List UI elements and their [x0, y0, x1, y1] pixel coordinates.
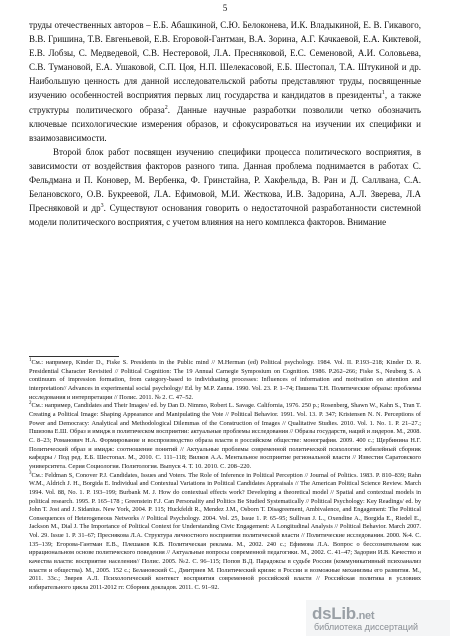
- watermark-tld: .net: [355, 610, 375, 622]
- footnote-ref-2: 2: [164, 104, 168, 111]
- paragraph-2: [29, 145, 421, 230]
- footnote-separator: [29, 356, 119, 357]
- paragraph-1-middle: , а также структуры политического образа: [29, 90, 421, 115]
- watermark-subtitle: библиотека диссертаций: [314, 622, 419, 632]
- footnote-1-text: См.: например, Kinder D., Fiske S. Presidents in the Public mind // M.Herman (ed) Political psychology. 1984. Vol. II. P.193–218; Kinder D. R. Presidential Character Revisited // Political Cognition: The 19 Annual Carnegie Symposium on Cognition. 1986. P.262–266; Fiske S., Neuberg S. A continuum of impression formation, from category-based to individuating processes: Influences of information and motivation on attention and interpretation// Advances in experimental social psychology/ Ed. by M.P. Zanna. 1990. Vol. 23. P. 1–74; Пишева Т.Н. Политические образы: проблемы исследования и интерпретации // Полис. 2011. № 2. С. 47–52.: [29, 359, 421, 401]
- footnote-mark-3: 3: [29, 470, 32, 476]
- footnote-3-text: См.: Feldman S, Conover P.J. Candidates, Issues and Voters. The Role of Inference in Political Perception // Journal of Politics. 1983. P. 810–839; Rahn W.M., Aldrich J. H., Borgida E. Individual and Contextual Variations in Political Candidates Appraisals // The American Political Science Review. March 1994. Vol. 88, No. 1. P. 193–199; Burbank M. J. How do contextual effects work? Developing a theoretical model // Spatial and contextual models in political research. 1995. P. 165–178 ; Greenstein F.J. Can Personality and Politics Be Studied Systematically // Political Psychology: Key Readings/ ed. by John T. Jost and J. Sidanius. New York, 2004. P. 115; Huckfeldt R., Mendez J.M., Osborn T. Disagreement, Ambivalence, and Engagement: The Political Consequences of Heterogeneous Networks // Political Psychology. 2004. Vol. 25, Issue 1. P. 65–95; Sullivan J. L., Oxendine A., Borgida E., Riedel E., Jackson M., Dial J. The Importance of Political Context for Understanding Civic Engagement: A Longitudinal Analysis // Political Behavior. March 2007. Vol. 29. Issue 1. P. 31–67; Преснякова Л.А. Структура личностного восприятия политической власти // Политические исследования. 2000. №4. С. 135–139; Егорова-Гантман Е.В., Плешаков К.В. Политическая реклама. М., 2002. 240 с.; Ефимова Л.А. Вопрос о бессознательном как иррациональном основе политического поведения // Актуальные вопросы современной педагогики. М., 2002. С. 41–47; Задорин И.В. Качество и качества власти: восприятие населения// Полис. 2005. №2. С. 96–115; Попов В.Д. Парадоксы в судьбе России (коммуникативный психоанализ власти и общества). М., 2005. 152 с.; Белановский С., Дмитриев М. Политический кризис в России и возможные механизмы его развития. М., 2011. 33с.; Зверев А.Л. Психологический контекст восприятия современной российской власти // Российская политика в условиях избирательного цикла 2011-2012 гг. Сборник докладов. 2011. С. 91–92.: [29, 471, 421, 592]
- watermark-logo: [312, 604, 374, 624]
- footnotes: [29, 359, 421, 593]
- page-number: 5: [222, 3, 228, 13]
- footnote-ref-3: 3: [100, 203, 104, 210]
- footnote-mark-2: 2: [29, 401, 32, 407]
- footnote-ref-1: 1: [381, 90, 385, 97]
- footnote-3: [29, 472, 421, 593]
- paragraph-1: [29, 18, 421, 145]
- footnote-1: [29, 359, 421, 402]
- footnote-2: [29, 402, 421, 471]
- footnote-2-text: См.: например, Candidates and Their Images/ ed. by Dan D. Nimmo, Robert L. Savage. California, 1976. 250 p.; Rosenberg, Shawn W., Kahn S., Tran T. Creating a Political Image: Shaping Appearance and Manipulating the Vote // Political Behavior. 1991. Vol. 13. P. 347; Kristensen N. N. Perceptions of Power and Democracy: Analytical and Methodological Dilemmas of the Construction of Images // Qualitative Studies. 2010. Vol. 1. No. 1. P. 21–27.; Пшизова Е.Ш. Образ и имидж в политическом восприятии: актуальные проблемы исследования // Образы государств, наций и лидеров. М., 2008. С. 8–23; Романович Н.А. Формирование и воспроизводство образа власти в российском обществе: монография. 2009. 400 с.; Щербинина Н.Г. Политический образ и имидж: соотношение понятий // Актуальные проблемы современной политической психологии: юбилейный сборник кафедры / Под ред. Е.Б. Шестопал. М., 2010. С. 111–118; Вилков А.А. Ментальное восприятие региональной власти // Известия Саратовского университета. Серия Социология. Политология. Выпуск 4. Т. 10. 2010. С. 208–220.: [29, 402, 421, 470]
- paragraph-1-text: труды отечественных авторов – Е.Б. Абашкиной, С.Ю. Белоконева, И.К. Владыкиной, Е. В. Гикавого, В.В. Гришина, Т.В. Евгеньевой, Е.В. Егоровой-Гантман, В.А. Зорина, А.Г. Качкаевой, Е.А. Киктевой, Е.В. Лобзы, С. Медведевой, С.В. Нестеровой, Л.А. Пресняковой, Е.С. Семеновой, А.И. Соловьева, С.В. Тумановой, Е.А. Ушаковой, С.П. Цоя, Н.П. Шелекасовой, Е.Б. Шестопал, Т.А. Штукиной и др. Наибольшую ценность для данной исследовательской работы представляют труды, посвященные изучению особенностей восприятия первых лиц государства и кандидатов в президенты: [29, 20, 421, 101]
- paragraph-1-end: . Данные научные разработки позволили четко обозначить ключевые психологические измерения образов, и сфокусироваться на изучении их специфики и взаимозависимости.: [29, 104, 421, 143]
- main-text: [29, 18, 421, 229]
- paragraph-2-end: . Существуют основания говорить о недостаточной разработанности системной модели политического восприятия, с учетом влияния на него комплекса факторов. Внимание: [29, 203, 421, 228]
- watermark: [306, 600, 450, 636]
- footnote-mark-1: 1: [29, 357, 32, 363]
- watermark-brand: dsLib: [312, 604, 356, 623]
- paragraph-2-text: Второй блок работ посвящен изучению специфики процесса политического восприятия, в зависимости от воздействия факторов разного типа. Данная проблема поднимается в работах С. Фельдмана и П. Коновер, М. Вербенка, Ф. Гринстайна, Р. Хакфельда, В. Ран и Д. Саллвана, С.А. Белановского, О.В. Букреевой, Л.А. Ефимовой, М.И. Жесткова, И.В. Задорина, А.Л. Зверева, Л.А Пресняковой и др: [29, 146, 421, 214]
